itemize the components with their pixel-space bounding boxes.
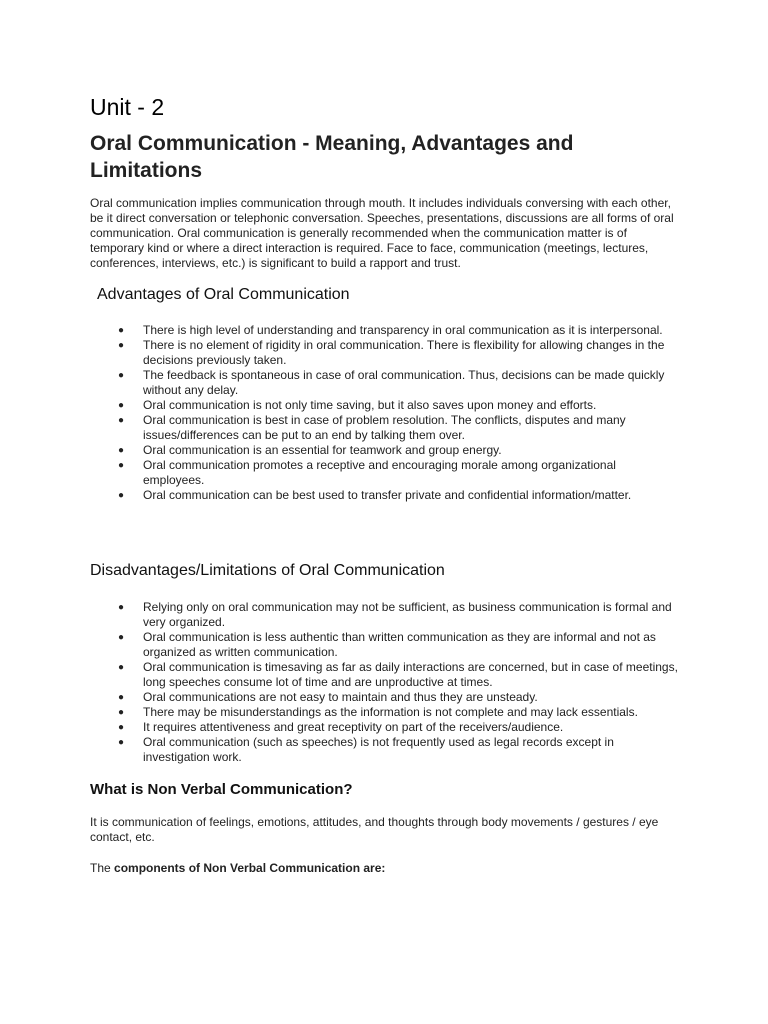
list-item-text: Oral communication is timesaving as far as daily interactions are concerned, but in case of meetings, long speeches consume lot of time and are unproductive at times. xyxy=(143,660,678,689)
disadvantages-heading: Disadvantages/Limitations of Oral Communication xyxy=(90,562,445,579)
list-item-text: There may be misunderstandings as the information is not complete and may lack essentials. xyxy=(143,705,638,719)
list-item xyxy=(118,323,678,338)
bullet-icon: ● xyxy=(118,460,125,471)
bullet-icon: ● xyxy=(118,340,125,351)
bullet-icon: ● xyxy=(118,445,125,456)
list-item-text: Oral communication is an essential for teamwork and group energy. xyxy=(143,443,502,457)
bullet-icon: ● xyxy=(118,737,125,748)
advantages-heading: Advantages of Oral Communication xyxy=(97,286,350,303)
components-bold-text: components of Non Verbal Communication are: xyxy=(114,861,386,875)
list-item xyxy=(118,720,678,735)
list-item-text: Oral communication (such as speeches) is not frequently used as legal records except in investigation work. xyxy=(143,735,614,764)
components-intro xyxy=(90,861,680,876)
main-title: Oral Communication - Meaning, Advantages and Limitations xyxy=(90,132,574,182)
list-item-text: It requires attentiveness and great receptivity on part of the receivers/audience. xyxy=(143,720,564,734)
list-item-text: There is high level of understanding and transparency in oral communication as it is interpersonal. xyxy=(143,323,663,337)
list-item xyxy=(118,690,678,705)
list-item xyxy=(118,458,678,488)
bullet-icon: ● xyxy=(118,722,125,733)
list-item-text: Oral communications are not easy to maintain and thus they are unsteady. xyxy=(143,690,538,704)
bullet-icon: ● xyxy=(118,692,125,703)
non-verbal-heading: What is Non Verbal Communication? xyxy=(90,781,353,798)
list-item-text: Oral communication is less authentic than written communication as they are informal and not as organized as written communication. xyxy=(143,630,656,659)
advantages-list xyxy=(118,323,678,503)
list-item xyxy=(118,338,678,368)
non-verbal-definition: It is communication of feelings, emotions, attitudes, and thoughts through body movements / gestures / eye contact, etc. xyxy=(90,815,659,844)
bullet-icon: ● xyxy=(118,400,125,411)
components-prefix: The xyxy=(90,861,115,875)
list-item xyxy=(118,413,678,443)
list-item xyxy=(118,488,678,503)
list-item-text: Oral communication promotes a receptive and encouraging morale among organizational employees. xyxy=(143,458,616,487)
list-item xyxy=(118,630,678,660)
list-item xyxy=(118,443,678,458)
list-item xyxy=(118,398,678,413)
bullet-icon: ● xyxy=(118,415,125,426)
list-item-text: Oral communication is best in case of problem resolution. The conflicts, disputes and many issues/differences can be put to an end by talking them over. xyxy=(143,413,626,442)
unit-title: Unit - 2 xyxy=(90,94,165,120)
bullet-icon: ● xyxy=(118,632,125,643)
list-item-text: Oral communication is not only time saving, but it also saves upon money and efforts. xyxy=(143,398,597,412)
intro-paragraph: Oral communication implies communication through mouth. It includes individuals conversing with each other, be it direct conversation or telephonic conversation. Speeches, presentations, discussions are all forms of oral communication. Oral communication is generally recommended when the communication matter is of temporary kind or where a direct interaction is required. Face to face, communication (meetings, lectures, conferences, interviews, etc.) is significant to build a rapport and trust. xyxy=(90,196,674,270)
disadvantages-list xyxy=(118,600,678,765)
bullet-icon: ● xyxy=(118,707,125,718)
bullet-icon: ● xyxy=(118,325,125,336)
list-item-text: Oral communication can be best used to transfer private and confidential information/matter. xyxy=(143,488,632,502)
bullet-icon: ● xyxy=(118,490,125,501)
bullet-icon: ● xyxy=(118,662,125,673)
list-item xyxy=(118,600,678,630)
list-item xyxy=(118,705,678,720)
list-item xyxy=(118,735,678,765)
list-item xyxy=(118,660,678,690)
bullet-icon: ● xyxy=(118,602,125,613)
list-item-text: The feedback is spontaneous in case of oral communication. Thus, decisions can be made quickly without any delay. xyxy=(143,368,665,397)
bullet-icon: ● xyxy=(118,370,125,381)
list-item xyxy=(118,368,678,398)
list-item-text: There is no element of rigidity in oral communication. There is flexibility for allowing changes in the decisions previously taken. xyxy=(143,338,665,367)
list-item-text: Relying only on oral communication may not be sufficient, as business communication is formal and very organized. xyxy=(143,600,672,629)
